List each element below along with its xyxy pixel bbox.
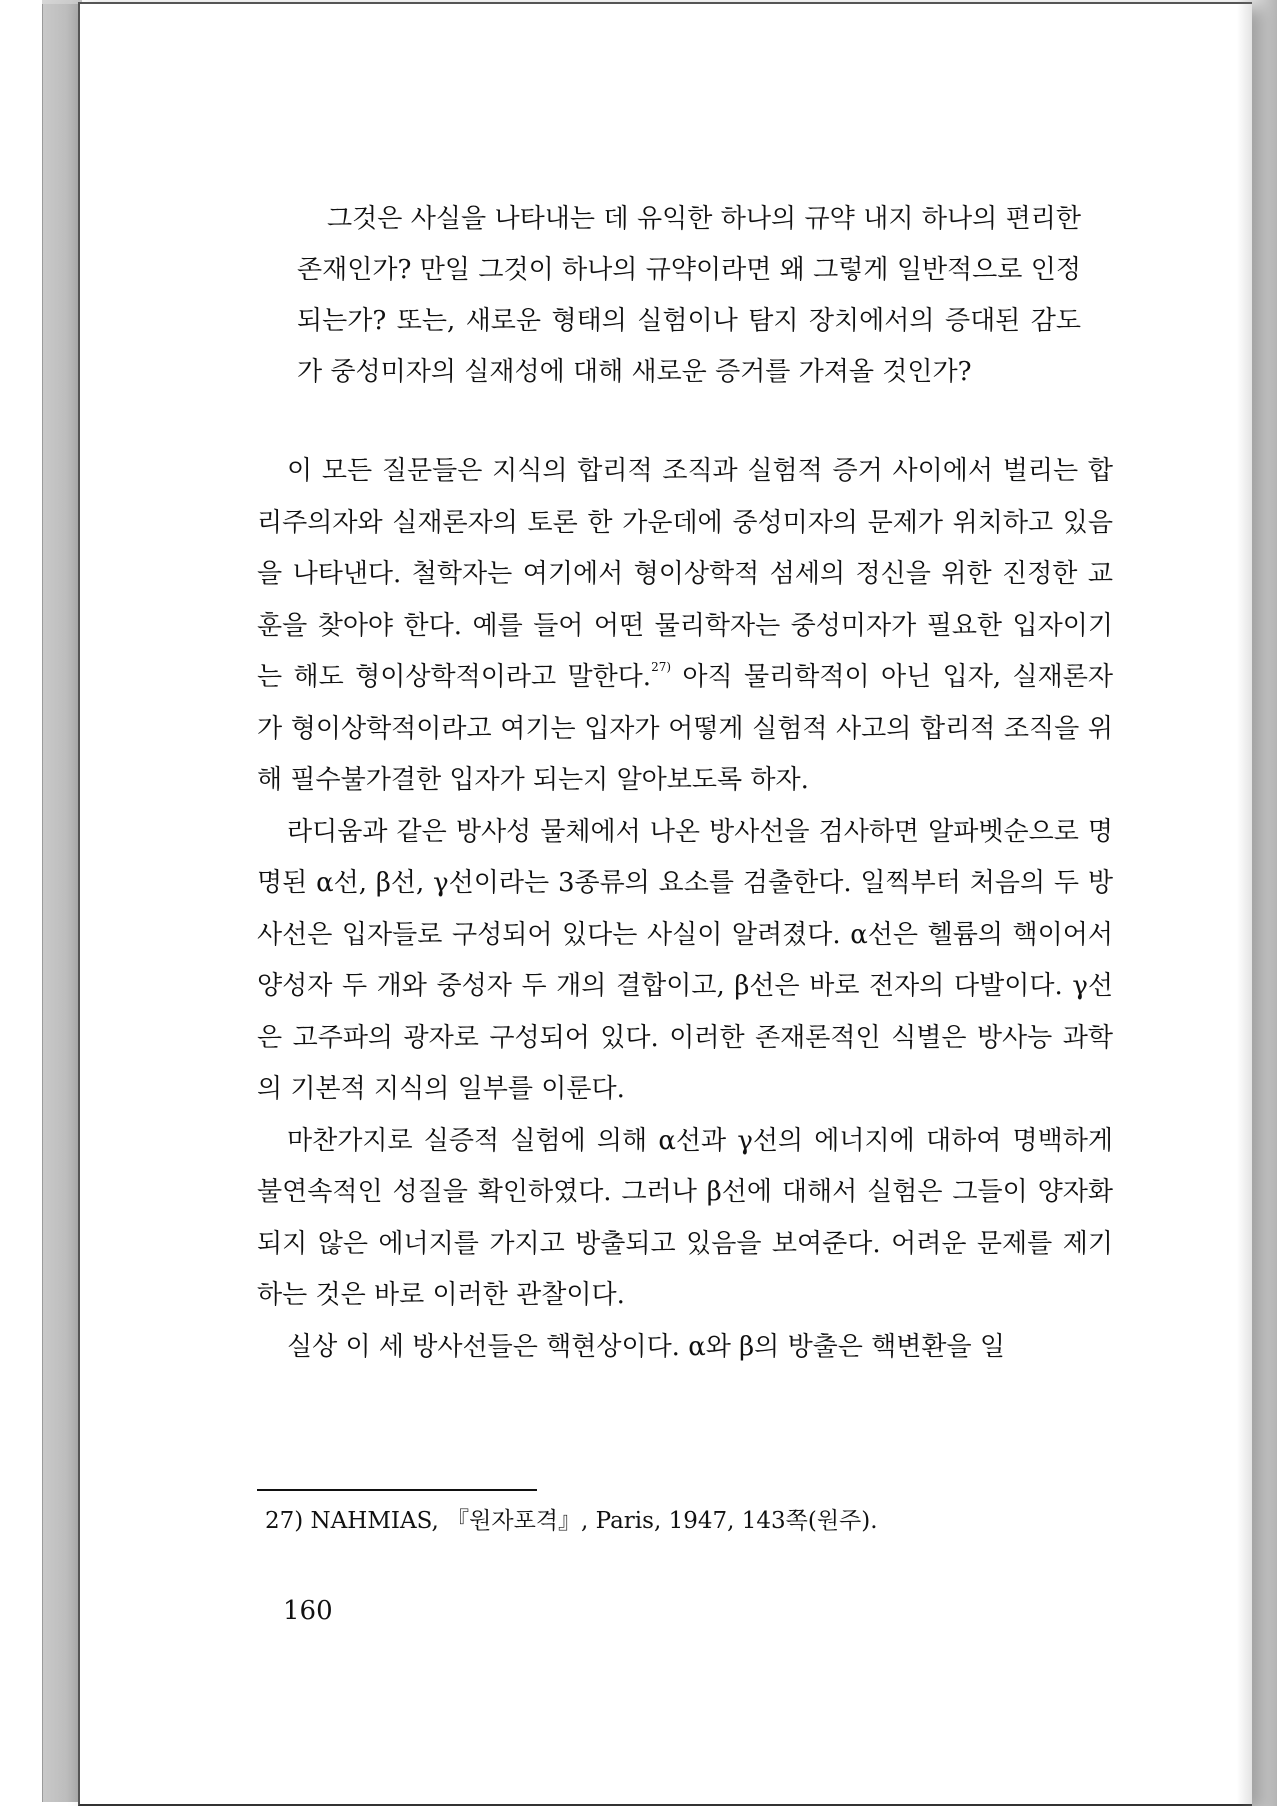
quote-block [297, 194, 1081, 398]
footnote: 27) NAHMIAS, 『원자포격』, Paris, 1947, 143쪽(원주). [265, 1508, 878, 1534]
paragraph-1 [257, 446, 1113, 807]
body-text [257, 446, 1113, 1373]
page-number: 160 [283, 1596, 333, 1626]
paragraph-1-after-note: 아직 물리학적이 아닌 입자, 실재론자가 형이상학적이라고 여기는 입자가 어떻게 실험적 사고의 합리적 조직을 위해 필수불가결한 입자가 되는지 알아보도록 하자. [257, 662, 1113, 795]
paragraph-1-before-note: 이 모든 질문들은 지식의 합리적 조직과 실험적 증거 사이에서 벌리는 합리주의자와 실재론자의 토론 한 가운데에 중성미자의 문제가 위치하고 있음을 나타낸다. 철학자는 여기에서 형이상학적 섬세의 정신을 위한 진정한 교훈을 찾아야 한다. 예를 들어 어떤 물리학자는 중성미자가 필요한 입자이기는 해도 형이상학적이라고 말한다. [257, 456, 1113, 692]
footnote-rule [257, 1489, 537, 1491]
book-spine [42, 4, 81, 1802]
page-edge-shadow [1237, 0, 1277, 1806]
footnote-ref: 27) [651, 660, 672, 674]
paragraph-2: 라디움과 같은 방사성 물체에서 나온 방사선을 검사하면 알파벳순으로 명명된 α선, β선, γ선이라는 3종류의 요소를 검출한다. 일찍부터 처음의 두 방사선은 입자들로 구성되어 있다는 사실이 알려졌다. α선은 헬륨의 핵이어서 양성자 두 개와 중성자 두 개의 결합이고, β선은 바로 전자의 다발이다. γ선은 고주파의 광자로 구성되어 있다. 이러한 존재론적인 식별은 방사능 과학의 기본적 지식의 일부를 이룬다. [257, 816, 1113, 1104]
quote-paragraph: 그것은 사실을 나타내는 데 유익한 하나의 규약 내지 하나의 편리한 존재인가? 만일 그것이 하나의 규약이라면 왜 그렇게 일반적으로 인정되는가? 또는, 새로운 형태의 실험이나 탐지 장치에서의 증대된 감도가 중성미자의 실재성에 대해 새로운 증거를 가져올 것인가? [297, 204, 1081, 387]
paragraph-4: 실상 이 세 방사선들은 핵현상이다. α와 β의 방출은 핵변환을 일 [287, 1331, 1006, 1362]
paragraph-3: 마찬가지로 실증적 실험에 의해 α선과 γ선의 에너지에 대하여 명백하게 불연속적인 성질을 확인하였다. 그러나 β선에 대해서 실험은 그들이 양자화되지 않은 에너지를 가지고 방출되고 있음을 보여준다. 어려운 문제를 제기하는 것은 바로 이러한 관찰이다. [257, 1125, 1113, 1310]
